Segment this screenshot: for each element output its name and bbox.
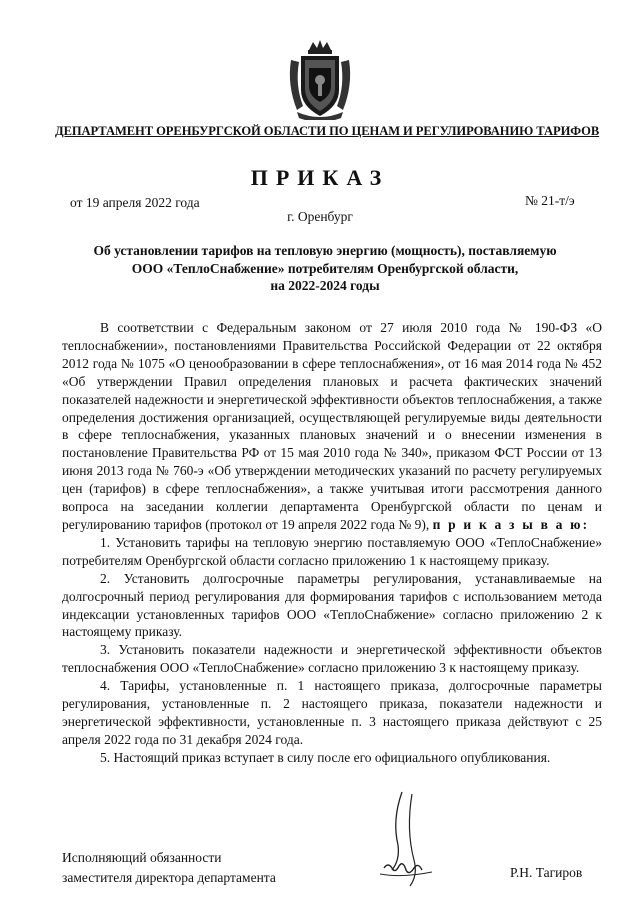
document-body — [62, 319, 602, 767]
document-subject — [60, 242, 590, 295]
order-item-3: 3. Установить показатели надежности и энергетической эффективности объектов теплоснабжения ООО «ТеплоСнабжение» согласно приложению 3 к настоящему приказу. — [62, 642, 602, 676]
subject-line-2: ООО «ТеплоСнабжение» потребителям Оренбургской области, — [131, 260, 519, 276]
order-item-1: 1. Установить тарифы на тепловую энергию поставляемую ООО «ТеплоСнабжение» потребителям Оренбургской области согласно приложению 1 к настоящему приказу. — [62, 534, 602, 568]
document-number: № 21-т/э — [525, 193, 575, 208]
signatory-position — [62, 848, 276, 888]
preamble-paragraph — [62, 319, 602, 534]
coat-of-arms-icon — [287, 40, 353, 120]
document-date: от 19 апреля 2022 года — [70, 195, 200, 210]
position-line-1: Исполняющий обязанности — [62, 850, 222, 865]
handwritten-signature — [362, 790, 447, 890]
order-item-2: 2. Установить долгосрочные параметры регулирования, устанавливаемые на долгосрочный период регулирования для формирования тарифов с использованием метода индексации установленных тарифов ООО «ТеплоСнабжение» согласно приложению 2 к настоящему приказу. — [62, 570, 602, 640]
subject-line-3: на 2022-2024 годы — [270, 278, 380, 293]
preamble-text: В соответствии с Федеральным законом от 27 июля 2010 года № 190-ФЗ «О теплоснабжении», постановлениями Правительства Российской Федерации от 22 октября 2012 года № 1075 «О ценообразовании в сфере теплоснабжения», от 16 мая 2014 года № 452 «Об утверждении Правил определения плановых и расчета фактических значений показателей надежности и энергетической эффективности объектов теплоснабжения, а также определения достижения организацией, осуществляющей регулируемые виды деятельности в сфере теплоснабжения, указанных плановых значений и о внесении изменения в постановление Правительства РФ от 15 мая 2010 года № 340», приказом ФСТ России от 13 июня 2013 года № 760-э «Об утверждении методических указаний по расчету регулируемых цен (тарифов) в сфере теплоснабжения», а также учитывая итоги рассмотрения данного вопроса на заседании коллегии департамента Оренбургской области по ценам и регулированию тарифов (протокол от 19 апреля 2022 года № 9), — [62, 320, 602, 532]
subject-line-1: Об установлении тарифов на тепловую энергию (мощность), поставляемую — [93, 243, 557, 258]
document-city: г. Оренбург — [287, 209, 353, 224]
document-title: ПРИКАЗ — [250, 165, 390, 190]
signatory-name: Р.Н. Тагиров — [510, 865, 583, 880]
decree-word: п р и к а з ы в а ю: — [432, 516, 590, 532]
order-item-4: 4. Тарифы, установленные п. 1 настоящего приказа, долгосрочные параметры регулирования, установленные п. 2 настоящего приказа, показатели надежности и энергетической эффективности, установленные п. 3 настоящего приказа действуют с 25 апреля 2022 года по 31 декабря 2024 года. — [62, 678, 602, 747]
position-line-2: заместителя директора департамента — [62, 870, 276, 885]
order-item-5: 5. Настоящий приказ вступает в силу после его официального опубликования. — [100, 749, 551, 765]
department-name: ДЕПАРТАМЕНТ ОРЕНБУРГСКОЙ ОБЛАСТИ ПО ЦЕНАМ И РЕГУЛИРОВАНИЮ ТАРИФОВ — [55, 124, 600, 138]
